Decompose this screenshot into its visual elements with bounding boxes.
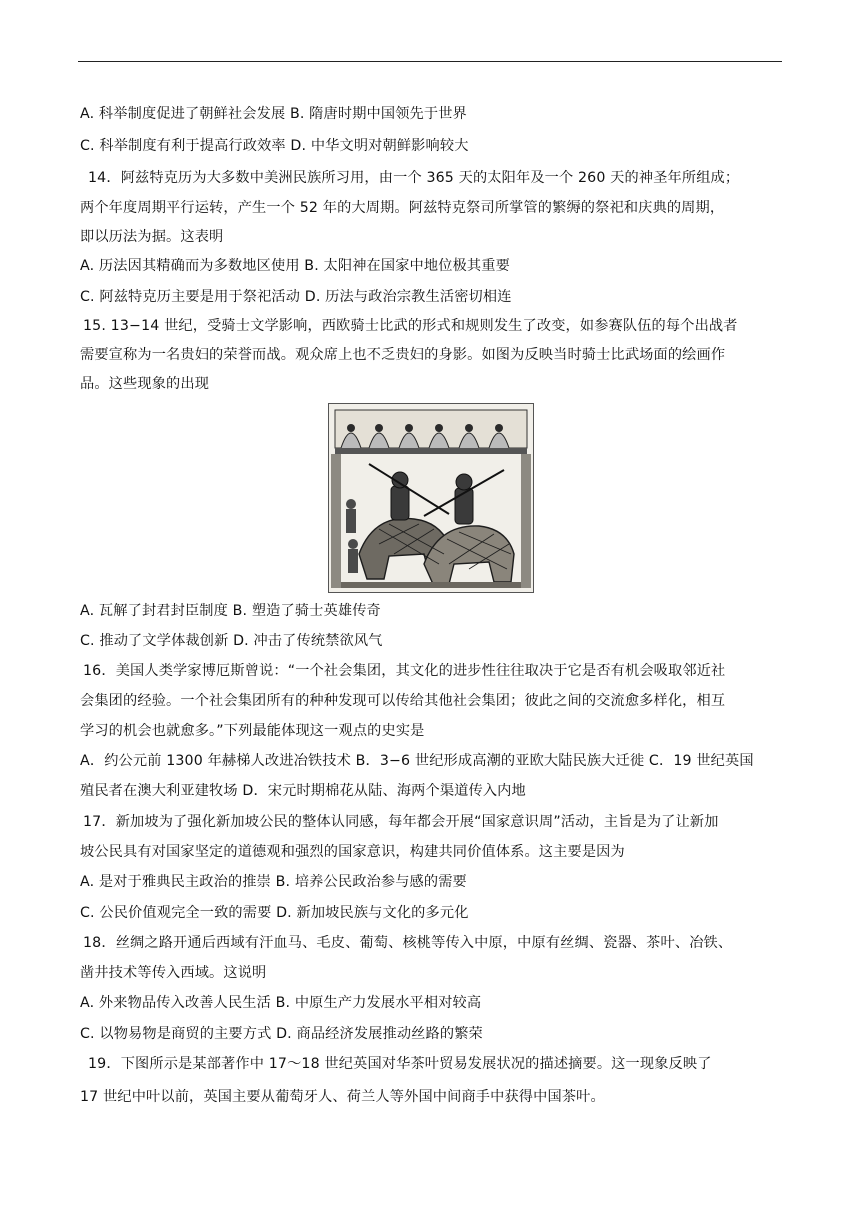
- q15-options-cd: C. 推动了文学体裁创新 D. 冲击了传统禁欲风气: [80, 633, 383, 649]
- joust-illustration-drawing: [329, 404, 533, 592]
- q16-options-line-2: 殖民者在澳大利亚建牧场 D．宋元时期棉花从陆、海两个渠道传入内地: [80, 783, 526, 799]
- q16-stem-line-2: 会集团的经验。一个社会集团所有的种种发现可以传给其他社会集团；彼此之间的交流愈多样化，相互: [80, 693, 726, 709]
- q18-stem-line-1: 18．丝绸之路开通后西域有汗血马、毛皮、葡萄、核桃等传入中原，中原有丝绸、瓷器、茶叶、冶铁、: [83, 935, 733, 951]
- q17-stem-line-1: 17．新加坡为了强化新加坡公民的整体认同感，每年都会开展“国家意识周”活动，主旨是为了让新加: [83, 814, 719, 830]
- q16-stem-line-3: 学习的机会也就愈多。”下列最能体现这一观点的史实是: [80, 723, 425, 739]
- q18-options-cd: C. 以物易物是商贸的主要方式 D. 商品经济发展推动丝路的繁荣: [80, 1026, 483, 1042]
- q15-options-ab: A. 瓦解了封君封臣制度 B. 塑造了骑士英雄传奇: [80, 603, 381, 619]
- q15-stem-line-3: 品。这些现象的出现: [80, 376, 210, 392]
- q16-stem-line-1: 16．美国人类学家博厄斯曾说：“一个社会集团，其文化的进步性往往取决于它是否有机会吸取邻近社: [83, 663, 726, 679]
- q17-stem-line-2: 坡公民具有对国家坚定的道德观和强烈的国家意识，构建共同价值体系。这主要是因为: [80, 844, 625, 860]
- q13-options-ab: A. 科举制度促进了朝鲜社会发展 B. 隋唐时期中国领先于世界: [80, 106, 467, 122]
- q14-options-cd: C. 阿兹特克历主要是用于祭祀活动 D. 历法与政治宗教生活密切相连: [80, 289, 512, 305]
- q15-stem-line-1: 15. 13−14 世纪，受骑士文学影响，西欧骑士比武的形式和规则发生了改变，如参赛队伍的每个出战者: [83, 318, 738, 334]
- q14-stem-line-3: 即以历法为据。这表明: [80, 229, 224, 245]
- q17-options-cd: C. 公民价值观完全一致的需要 D. 新加坡民族与文化的多元化: [80, 905, 469, 921]
- q14-stem-line-1: 14．阿兹特克历为大多数中美洲民族所习用，由一个 365 天的太阳年及一个 260 天的神圣年所组成；: [88, 170, 740, 186]
- q19-stem-line-1: 19．下图所示是某部著作中 17～18 世纪英国对华茶叶贸易发展状况的描述摘要。这一现象反映了: [88, 1056, 712, 1072]
- q18-options-ab: A. 外来物品传入改善人民生活 B. 中原生产力发展水平相对较高: [80, 995, 482, 1011]
- q14-stem-line-2: 两个年度周期平行运转，产生一个 52 年的大周期。阿兹特克祭司所掌管的繁缛的祭祀和庆典的周期，: [80, 200, 725, 216]
- joust-illustration: [328, 403, 534, 593]
- q13-options-cd: C. 科举制度有利于提高行政效率 D. 中华文明对朝鲜影响较大: [80, 138, 469, 154]
- q14-options-ab: A. 历法因其精确而为多数地区使用 B. 太阳神在国家中地位极其重要: [80, 258, 510, 274]
- q17-options-ab: A. 是对于雅典民主政治的推崇 B. 培养公民政治参与感的需要: [80, 874, 467, 890]
- header-rule: [78, 61, 782, 62]
- q16-options-line-1: A．约公元前 1300 年赫梯人改进冶铁技术 B．3−6 世纪形成高潮的亚欧大陆民族大迁徙 C．19 世纪英国: [80, 753, 754, 769]
- q19-excerpt-line-1: 17 世纪中叶以前，英国主要从葡萄牙人、荷兰人等外国中间商手中获得中国茶叶。: [80, 1089, 605, 1105]
- q18-stem-line-2: 凿井技术等传入西域。这说明: [80, 965, 267, 981]
- q15-stem-line-2: 需要宣称为一名贵妇的荣誉而战。观众席上也不乏贵妇的身影。如图为反映当时骑士比武场面的绘画作: [80, 347, 726, 363]
